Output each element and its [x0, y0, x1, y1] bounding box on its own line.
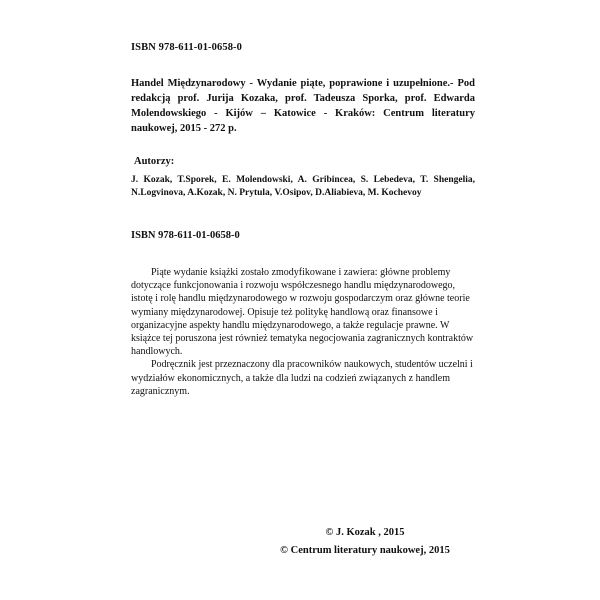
book-description	[131, 266, 476, 398]
description-paragraph-1: Piąte wydanie książki zostało zmodyfikowane i zawiera: główne problemy dotyczące funkcjonowania i rozwoju współczesnego handlu międzynarodowego, istotę i rolę handlu międzynarodowego w rozwoju gospodarczym oraz główne teorie wymiany międzynarodowej. Opisuje też politykę handlową oraz finansowe i organizacyjne aspekty handlu międzynarodowego, a także regulacje prawne. W książce tej poruszona jest również tematyka negocjowania zagranicznych kontraktów handlowych.	[131, 267, 474, 358]
authors-heading: Autorzy:	[134, 156, 175, 167]
copyright-block	[250, 524, 480, 560]
bibliographic-description: Handel Międzynarodowy - Wydanie piąte, poprawione i uzupełnione.- Pod redakcją prof. Jurija Kozaka, prof. Tadeusza Sporka, prof. Edwarda Molendowskiego - Kijów – Katowice - Kraków: Centrum literatury naukowej, 2015 - 272 p.	[131, 78, 475, 134]
authors-list: J. Kozak, T.Sporek, E. Molendowski, A. Gribincea, S. Lebedeva, T. Shengelia, N.Logvinova, A.Kozak, N. Prytula, V.Osipov, D.Aliabieva, M. Kochevoy	[131, 175, 475, 198]
copyright-publisher: © Centrum literatury naukowej, 2015	[280, 545, 450, 556]
isbn-middle: ISBN 978-611-01-0658-0	[131, 230, 240, 241]
description-paragraph-2: Podręcznik jest przeznaczony dla pracowników naukowych, studentów uczelni i wydziałów ekonomicznych, a także dla ludzi na codzień związanych z handlem zagranicznym.	[131, 359, 473, 397]
isbn-top: ISBN 978-611-01-0658-0	[131, 42, 242, 53]
copyright-author: © J. Kozak , 2015	[325, 527, 405, 538]
